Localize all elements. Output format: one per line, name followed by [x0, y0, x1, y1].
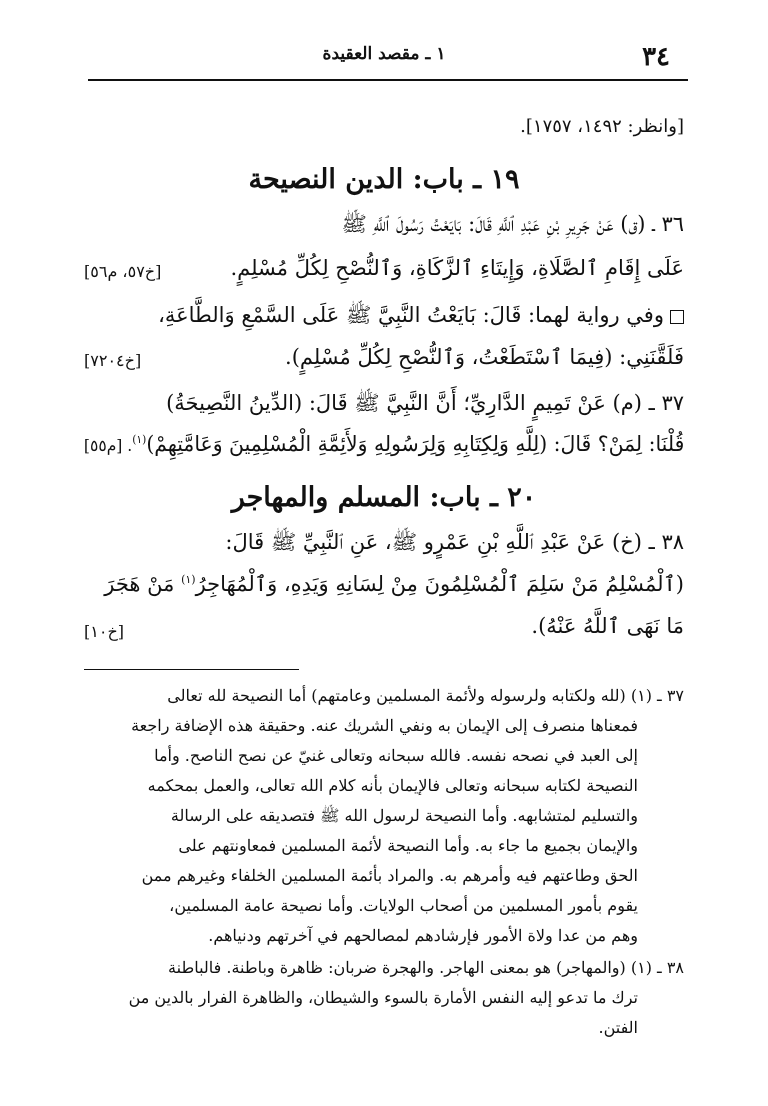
footnote-37-line: النصيحة لكتابه سبحانه وتعالى فالإيمان بأنه كلام الله تعالى، والعمل بمحكمه: [147, 776, 638, 795]
hadith-37-reference: . [م٥٥]: [83, 436, 132, 455]
hadith-36-variant-line-1: [158, 303, 684, 328]
hadith-38-text-b: مَنْ هَجَرَ: [104, 572, 182, 596]
hadith-36-line-1: ٣٦ ـ (ق) عَنْ جَرِيرِ بْنِ عَبْدِ ٱللَّهِ قَالَ: بَايَعْتُ رَسُولَ ٱللَّهِ ﷺ: [341, 212, 684, 236]
footnote-38-line: الفتن.: [598, 1018, 638, 1037]
top-crossref: [وانظر: ١٤٩٢، ١٧٥٧].: [520, 116, 684, 137]
hadith-36-reference: [خ٥٧، م٥٦]: [84, 262, 162, 281]
footnote-38-line: ٣٨ ـ (١) (والمهاجر) هو بمعنى الهاجر. والهجرة ضربان: ظاهرة وباطنة. فالباطنة: [168, 958, 684, 977]
hadith-37-line-2: [84, 432, 684, 457]
footnote-37-line: فمعناها منصرف إلى الإيمان به ونفي الشريك عنه. وحقيقة هذه الإضافة راجعة: [131, 716, 638, 735]
footnote-37-line: والإيمان بجميع ما جاء به. وأما النصيحة لأئمة المسلمين فمعاونتهم على: [178, 836, 638, 855]
variant-text: وفي رواية لهما: قَالَ: بَايَعْتُ النَّبِيَّ ﷺ عَلَى السَّمْعِ وَالطَّاعَةِ،: [158, 303, 664, 327]
hadith-36-variant-line-2: فَلَقَّنَنِي: (فِيمَا ٱسْتَطَعْتُ، وَٱلنُّصْحِ لِكُلِّ مُسْلِمٍ).: [285, 345, 684, 369]
footnote-marker: (١): [131, 433, 147, 446]
footnote-37-line: الحق وطاعتهم فيه وأمرهم به. والمراد بأئمة المسلمين الخلفاء وغيرهم ممن: [141, 866, 638, 885]
chapter-title-20: ٢٠ ـ باب: المسلم والمهاجر: [231, 482, 537, 513]
hadith-37-line-1: ٣٧ ـ (م) عَنْ تَمِيمٍ الدَّارِيِّ؛ أَنَّ النَّبِيَّ ﷺ قَالَ: (الدِّينُ النَّصِيحَةُ): [166, 391, 684, 415]
footnote-37-line: إلى العبد في نصحه نفسه. فالله سبحانه وتعالى غنيّ عن نصح الناصح. وأما: [154, 746, 638, 765]
footnote-marker: (١): [181, 573, 196, 586]
hadith-38-text-a: (ٱلْمُسْلِمُ مَنْ سَلِمَ ٱلْمُسْلِمُونَ مِنْ لِسَانِهِ وَيَدِهِ، وَٱلْمُهَاجِرُ: [195, 572, 684, 596]
hadith-36-line-2: عَلَى إِقَامِ ٱلصَّلَاةِ، وَإِيتَاءِ ٱلزَّكَاةِ، وَٱلنُّصْحِ لِكُلِّ مُسْلِمٍ.: [230, 256, 684, 280]
hadith-36-variant-reference: [خ٧٢٠٤]: [84, 351, 142, 370]
footnote-37-line: والتسليم لمتشابهه. وأما النصيحة لرسول الله ﷺ فتصديقه على الرسالة: [170, 806, 638, 825]
footnote-37-line: يقوم بأمور المسلمين من أصحاب الولايات. وأما نصيحة عامة المسلمين،: [169, 896, 638, 915]
hadith-37-text: قُلْنَا: لِمَنْ؟ قَالَ: (لِلَّهِ وَلِكِتَابِهِ وَلِرَسُولِهِ وَلأَئِمَّةِ الْمُسْلِمِينَ وَعَامَّتِهِمْ): [146, 432, 684, 456]
running-title: ١ ـ مقصد العقيدة: [322, 44, 446, 64]
checkbox-square-icon: [670, 310, 684, 324]
hadith-38-line-3: مَا نَهَى ٱللَّهُ عَنْهُ).: [531, 614, 684, 638]
footnote-37-line: ٣٧ ـ (١) (لله ولكتابه ولرسوله ولأئمة المسلمين وعامتهم) أما النصيحة لله تعالى: [167, 686, 684, 705]
footnote-separator: [84, 669, 299, 670]
header-rule: [88, 79, 688, 81]
footnote-38-line: ترك ما تدعو إليه النفس الأمارة بالسوء والشيطان، والظاهرة الفرار بالدين من: [128, 988, 638, 1007]
footnote-37-line: وهم من عدا ولاة الأمور فإرشادهم لمصالحهم في آخرتهم ودنياهم.: [208, 926, 638, 945]
hadith-38-line-1: ٣٨ ـ (خ) عَنْ عَبْدِ ٱللَّهِ بْنِ عَمْرٍو ﷺ، عَنِ ٱلنَّبِيِّ ﷺ قَالَ:: [225, 530, 684, 554]
hadith-38-reference: [خ١٠]: [84, 622, 125, 641]
page-number: ٣٤: [642, 42, 670, 72]
chapter-title-19: ١٩ ـ باب: الدين النصيحة: [248, 164, 520, 195]
hadith-38-line-2: [104, 572, 684, 597]
